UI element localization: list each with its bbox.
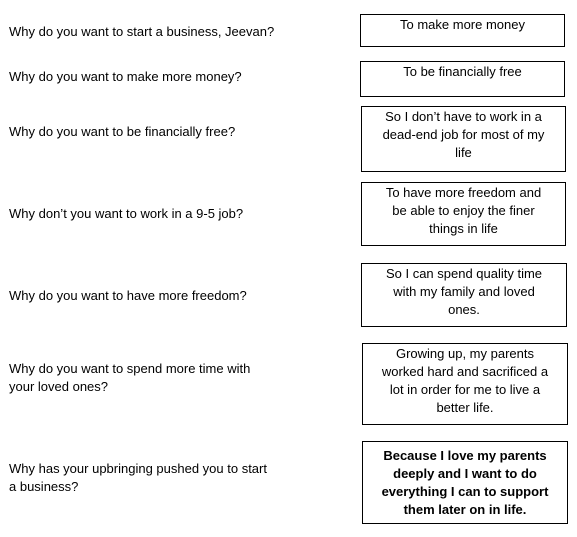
answer-box-7 (362, 441, 568, 524)
question-6: Why do you want to spend more time with your loved ones? (9, 361, 251, 394)
answer-3-text: So I don’t have to work in a dead-end job for most of my life (382, 109, 545, 160)
question-1: Why do you want to start a business, Jeevan? (9, 24, 275, 39)
question-4: Why don’t you want to work in a 9-5 job? (9, 206, 244, 221)
answer-4-text: To have more freedom and be able to enjoy the finer things in life (385, 185, 542, 236)
question-3: Why do you want to be financially free? (9, 124, 236, 139)
answer-box-1 (360, 14, 565, 47)
answer-2-text: To be financially free (403, 64, 522, 79)
answer-box-3 (361, 106, 566, 172)
answer-1-text: To make more money (400, 17, 525, 32)
answer-box-6 (362, 343, 568, 425)
answer-6-text: Growing up, my parents worked hard and sacrificed a lot in order for me to live a better life. (381, 346, 549, 415)
question-7: Why has your upbringing pushed you to start a business? (9, 461, 267, 494)
answer-5-text: So I can spend quality time with my family and loved ones. (385, 266, 543, 317)
question-5: Why do you want to have more freedom? (9, 288, 247, 303)
answer-box-2 (360, 61, 565, 97)
answer-box-5 (361, 263, 567, 327)
answer-7-text: Because I love my parents deeply and I want to do everything I can to support them later on in life. (381, 447, 549, 517)
question-2: Why do you want to make more money? (9, 69, 242, 84)
answer-box-4 (361, 182, 566, 246)
